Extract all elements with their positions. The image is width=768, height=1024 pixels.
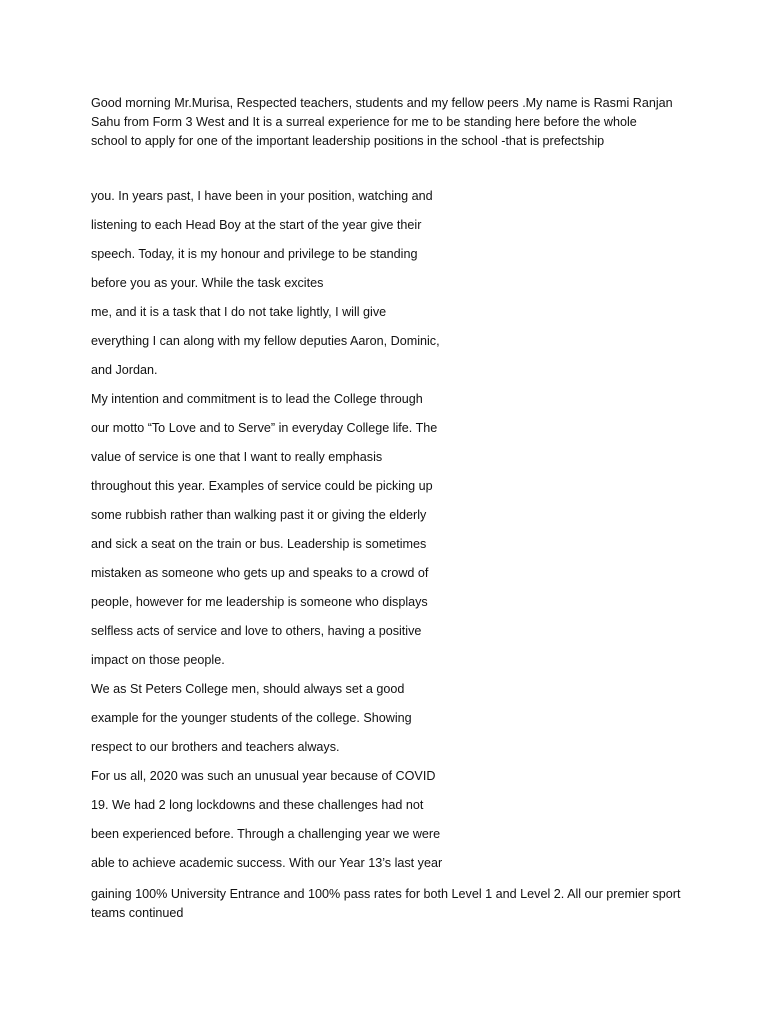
body-line: example for the younger students of the college. Showing — [91, 711, 412, 725]
body-line: selfless acts of service and love to others, having a positive — [91, 624, 422, 638]
body-line: My intention and commitment is to lead the College through — [91, 392, 423, 406]
body-line: able to achieve academic success. With our Year 13’s last year — [91, 856, 443, 870]
body-line: been experienced before. Through a challenging year we were — [91, 827, 441, 841]
body-line: mistaken as someone who gets up and speaks to a crowd of — [91, 566, 429, 580]
body-line: respect to our brothers and teachers always. — [91, 740, 340, 754]
body-line: you. In years past, I have been in your position, watching and — [91, 189, 433, 203]
body-line: impact on those people. — [91, 653, 225, 667]
body-line: people, however for me leadership is someone who displays — [91, 595, 428, 609]
body-line: and Jordan. — [91, 363, 158, 377]
body-line: speech. Today, it is my honour and privilege to be standing — [91, 247, 418, 261]
body-line: some rubbish rather than walking past it or giving the elderly — [91, 508, 427, 522]
body-line: me, and it is a task that I do not take lightly, I will give — [91, 305, 387, 319]
speech-body — [91, 187, 691, 883]
body-line: value of service is one that I want to really emphasis — [91, 450, 383, 464]
intro-line: Sahu from Form 3 West and It is a surreal experience for me to be standing here before the whole — [91, 115, 637, 129]
body-line: We as St Peters College men, should always set a good — [91, 682, 405, 696]
body-line: our motto “To Love and to Serve” in everyday College life. The — [91, 421, 438, 435]
closing-paragraph — [91, 885, 691, 923]
closing-line: gaining 100% University Entrance and 100% pass rates for both Level 1 and Level 2. All our premier sport — [91, 887, 681, 901]
body-line: listening to each Head Boy at the start of the year give their — [91, 218, 422, 232]
body-line: 19. We had 2 long lockdowns and these challenges had not — [91, 798, 424, 812]
intro-line: school to apply for one of the important leadership positions in the school -that is prefectship — [91, 134, 605, 148]
intro-paragraph — [91, 94, 691, 151]
body-line: throughout this year. Examples of service could be picking up — [91, 479, 433, 493]
body-line: before you as your. While the task excites — [91, 276, 324, 290]
body-line: For us all, 2020 was such an unusual year because of COVID — [91, 769, 436, 783]
closing-line: teams continued — [91, 906, 184, 920]
body-line: everything I can along with my fellow deputies Aaron, Dominic, — [91, 334, 440, 348]
body-line: and sick a seat on the train or bus. Leadership is sometimes — [91, 537, 427, 551]
intro-line: Good morning Mr.Murisa, Respected teachers, students and my fellow peers .My name is Rasmi Ranjan — [91, 96, 673, 110]
